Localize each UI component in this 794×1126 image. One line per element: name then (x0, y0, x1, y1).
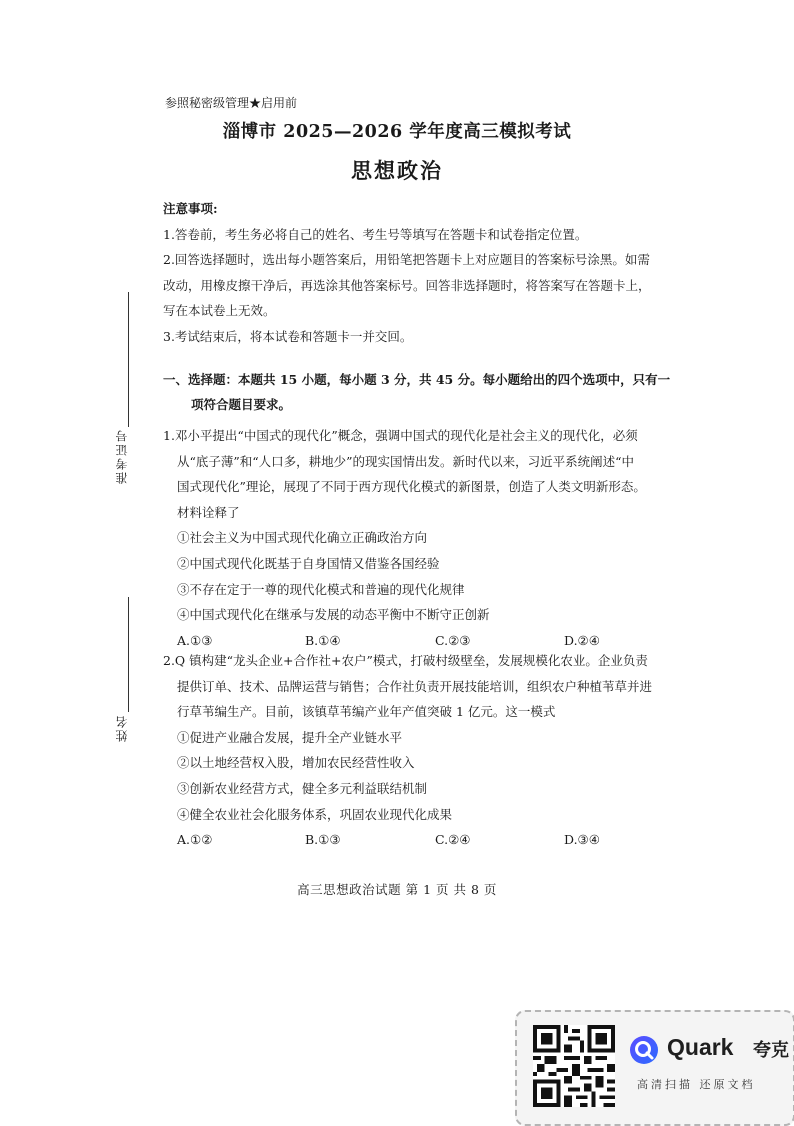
question-stem: 国式现代化”理论，展现了不同于西方现代化模式的新图景，创造了人类文明新形态。 (177, 479, 646, 495)
quark-logo-icon (629, 1035, 659, 1065)
exam-number-blank (128, 292, 129, 427)
statement-option: ④健全农业社会化服务体系，巩固农业现代化成果 (177, 806, 453, 822)
notes-line: 写在本试卷上无效。 (163, 303, 276, 319)
question-stem: 提供订单、技术、品牌运营与销售；合作社负责开展技能培训，组织农户种植苇草并进 (177, 678, 653, 694)
exam-number-label: 准考证号 (115, 428, 129, 484)
question-stem: 行草苇编生产。目前，该镇草苇编产业年产值突破 1 亿元。这一模式 (177, 704, 556, 720)
quark-brand: Quark (667, 1034, 734, 1060)
section-heading (163, 367, 675, 417)
quark-tagline: 高清扫描 还原文档 (637, 1078, 756, 1091)
statement-option: ③创新农业经营方式，健全多元利益联结机制 (177, 780, 428, 796)
name-blank (128, 597, 129, 712)
notes-line: 3.考试结束后，将本试卷和答题卡一并交回。 (163, 328, 413, 344)
answer-choice-c: C.②④ (435, 832, 471, 848)
notes-block (163, 196, 673, 350)
statement-option: ④中国式现代化在继承与发展的动态平衡中不断守正创新 (177, 607, 490, 623)
answer-choices (177, 827, 675, 853)
answer-choice-b: B.①③ (305, 832, 341, 848)
question-stem: 从“底子薄”和“人口多，耕地少”的现实国情出发。新时代以来，习近平系统阐述“中 (177, 453, 634, 469)
statement-option: ①促进产业融合发展，提升全产业链水平 (177, 729, 403, 745)
subject-title: 思想政治 (351, 158, 443, 183)
answer-choice-d: D.②④ (564, 632, 600, 648)
confidentiality-label: 参照秘密级管理★启用前 (165, 96, 298, 110)
section-heading-line: 项符合题目要求。 (191, 397, 292, 412)
notes-heading: 注意事项: (163, 201, 218, 216)
answer-choice-a: A.①② (177, 832, 213, 848)
notes-line: 1.答卷前，考生务必将自己的姓名、考生号等填写在答题卡和试卷指定位置。 (163, 226, 588, 242)
notes-line: 2.回答选择题时，选出每小题答案后，用铅笔把答题卡上对应题目的答案标号涂黑。如需 (163, 252, 650, 268)
quark-brand-cn: 夸克 (753, 1040, 789, 1061)
name-label: 姓名 (115, 714, 129, 742)
exam-title: 淄博市 2025—2026 学年度高三模拟考试 (222, 122, 572, 142)
answer-choice-a: A.①③ (177, 632, 213, 648)
question-stem: 1.邓小平提出“中国式的现代化”概念，强调中国式的现代化是社会主义的现代化，必须 (163, 428, 638, 443)
answer-choice-b: B.①④ (305, 632, 341, 648)
answer-choice-c: C.②③ (435, 632, 471, 648)
question-stem: 材料诠释了 (177, 504, 240, 520)
question-stem: 2.Q 镇构建“龙头企业+合作社+农户”模式，打破村级壁垒，发展规模化农业。企业负责 (163, 653, 648, 668)
qr-code-icon (533, 1025, 615, 1107)
statement-option: ③不存在定于一尊的现代化模式和普遍的现代化规律 (177, 581, 465, 597)
statement-option: ②以土地经营权入股，增加农民经营性收入 (177, 755, 415, 771)
notes-line: 改动，用橡皮擦干净后，再选涂其他答案标号。回答非选择题时，将答案写在答题卡上， (163, 277, 651, 293)
section-heading-line: 一、选择题：本题共 15 小题，每小题 3 分，共 45 分。每小题给出的四个选项中，只有一 (163, 372, 671, 387)
question-1 (163, 423, 675, 653)
page-footer: 高三思想政治试题 第 1 页 共 8 页 (297, 882, 497, 897)
statement-option: ②中国式现代化既基于自身国情又借鉴各国经验 (177, 555, 440, 571)
answer-choice-d: D.③④ (564, 832, 600, 848)
statement-option: ①社会主义为中国式现代化确立正确政治方向 (177, 530, 428, 546)
question-2 (163, 648, 675, 853)
quark-watermark (515, 1010, 794, 1126)
